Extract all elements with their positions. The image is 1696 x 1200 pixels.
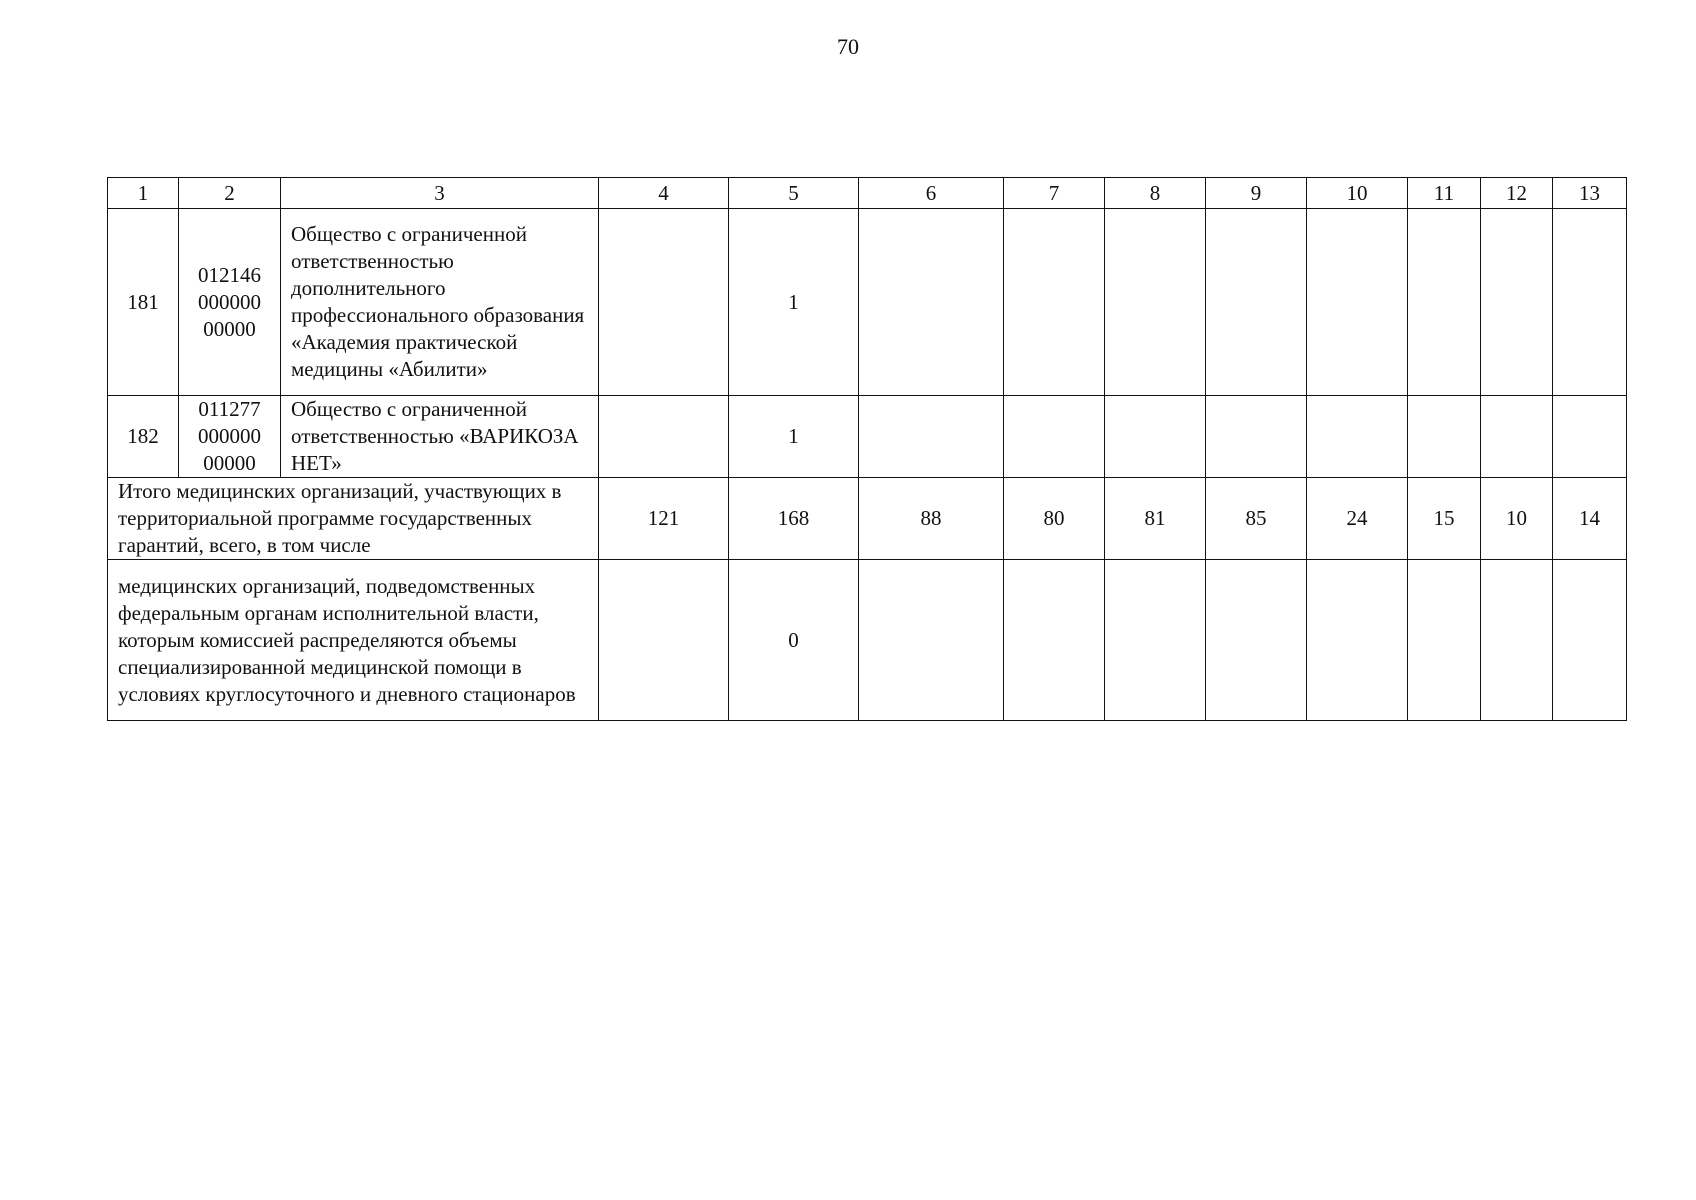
- row-number: 182: [108, 396, 179, 478]
- total-value: 88: [859, 478, 1004, 560]
- total-value: 15: [1408, 478, 1481, 560]
- total-value: 168: [729, 478, 859, 560]
- federal-value: [1004, 560, 1105, 721]
- federal-value: [1206, 560, 1307, 721]
- header-cell: 5: [729, 178, 859, 209]
- value-cell: 1: [729, 209, 859, 396]
- org-name: Общество с ограниченной ответственностью дополнительного профессионального образования «Академия практической медицины «Абилити»: [281, 209, 599, 396]
- total-value: 24: [1307, 478, 1408, 560]
- total-value: 81: [1105, 478, 1206, 560]
- value-cell: [859, 209, 1004, 396]
- federal-value: [1481, 560, 1553, 721]
- value-cell: [1004, 209, 1105, 396]
- value-cell: [1206, 396, 1307, 478]
- header-cell: 12: [1481, 178, 1553, 209]
- org-code-line: 00000: [203, 451, 256, 475]
- org-code-line: 000000: [198, 424, 261, 448]
- value-cell: [1307, 209, 1408, 396]
- org-code-line: 00000: [203, 316, 256, 341]
- value-cell: [1481, 209, 1553, 396]
- federal-value: [1307, 560, 1408, 721]
- header-cell: 10: [1307, 178, 1408, 209]
- org-code-line: 011277: [198, 397, 261, 421]
- value-cell: [1481, 396, 1553, 478]
- value-cell: [1553, 396, 1627, 478]
- value-cell: [1105, 396, 1206, 478]
- total-label: Итого медицинских организаций, участвующих в территориальной программе государственных гарантий, всего, в том числе: [108, 478, 599, 560]
- row-number: 181: [108, 209, 179, 396]
- header-cell: 4: [599, 178, 729, 209]
- data-table: [107, 177, 1627, 721]
- header-cell: 7: [1004, 178, 1105, 209]
- header-cell: 2: [179, 178, 281, 209]
- org-name: Общество с ограниченной ответственностью «ВАРИКОЗА НЕТ»: [281, 396, 599, 478]
- federal-value: [859, 560, 1004, 721]
- header-cell: 6: [859, 178, 1004, 209]
- header-cell: 3: [281, 178, 599, 209]
- table-header-row: [108, 178, 1627, 209]
- total-row: [108, 478, 1627, 560]
- value-cell: [859, 396, 1004, 478]
- federal-value: 0: [729, 560, 859, 721]
- value-cell: [1408, 396, 1481, 478]
- org-code: [179, 209, 281, 396]
- total-value: 80: [1004, 478, 1105, 560]
- table-row: [108, 209, 1627, 396]
- federal-value: [1105, 560, 1206, 721]
- value-cell: [1105, 209, 1206, 396]
- header-cell: 11: [1408, 178, 1481, 209]
- value-cell: [1408, 209, 1481, 396]
- value-cell: [599, 209, 729, 396]
- value-cell: [599, 396, 729, 478]
- org-code-line: 000000: [198, 289, 261, 314]
- org-code: [179, 396, 281, 478]
- header-cell: 1: [108, 178, 179, 209]
- federal-row: [108, 560, 1627, 721]
- header-cell: 8: [1105, 178, 1206, 209]
- total-value: 121: [599, 478, 729, 560]
- table-row: [108, 396, 1627, 478]
- value-cell: [1307, 396, 1408, 478]
- federal-value: [599, 560, 729, 721]
- page-number: 70: [837, 34, 859, 59]
- value-cell: [1553, 209, 1627, 396]
- federal-value: [1408, 560, 1481, 721]
- value-cell: [1206, 209, 1307, 396]
- federal-label: медицинских организаций, подведомственных федеральным органам исполнительной власти, которым комиссией распределяются объемы специализированной медицинской помощи в условиях круглосуточного и дневного стационаров: [108, 560, 599, 721]
- org-code-line: 012146: [198, 262, 261, 287]
- total-value: 85: [1206, 478, 1307, 560]
- federal-value: [1553, 560, 1627, 721]
- total-value: 14: [1553, 478, 1627, 560]
- total-value: 10: [1481, 478, 1553, 560]
- header-cell: 9: [1206, 178, 1307, 209]
- value-cell: [1004, 396, 1105, 478]
- header-cell: 13: [1553, 178, 1627, 209]
- value-cell: 1: [729, 396, 859, 478]
